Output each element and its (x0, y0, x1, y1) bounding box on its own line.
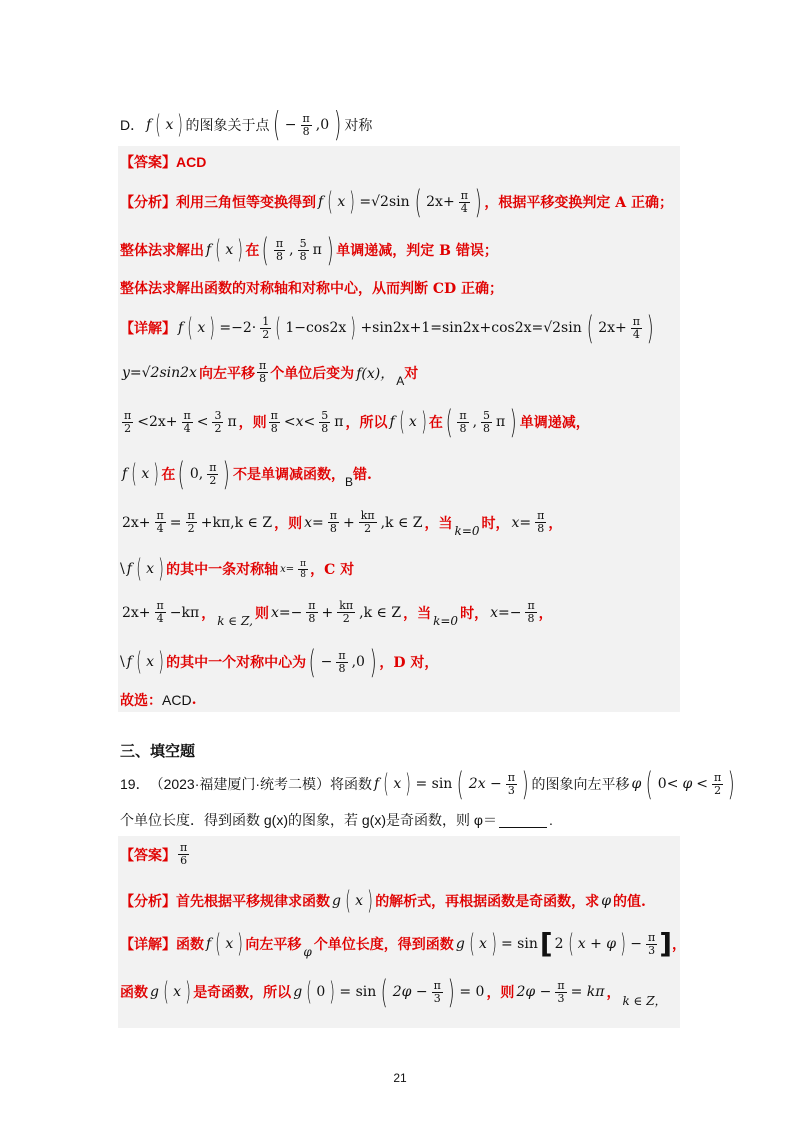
conclusion-18: 故选： ACD . (120, 692, 197, 709)
detail-19-line-2: 函数 g ( x ) 是奇函数，所以 g ( 0 ) = sin ( 2φ − $\frac{\pi}{3}$ ) = 0 ，则 2φ − $\frac{\pi}{3}$ = kπ ， k ∈ Z， (120, 973, 667, 1011)
fraction-pi-8: $\frac{\pi}{8}$ (302, 111, 310, 138)
answer-value: ACD (176, 154, 207, 170)
detail-19-line-1: 【详解】 函数 f ( x ) 向左平移 φ 个单位长度，得到函数 g ( x ) = sin [ 2 ( x + φ ) − $\frac{\pi}{3}$ ] ， (120, 927, 686, 960)
analysis-18-line-3: 整体法求解出函数的对称轴和对称中心，从而判断 CD 正确； (120, 281, 504, 297)
detail-18-line-b: $\frac{\pi}{2}$ <2x+ $\frac{\pi}{4}$ < $\frac{3}{2}$ π ，则 $\frac{\pi}{8}$ <x< $\frac{5}{8}$ π ，所以 f ( x ) 在 ( $\frac{\pi}{8}$ , $\frac{5}{8}$ π ) 单调递减， (124, 403, 590, 441)
detail-18-line-d: 2x+ $\frac{\pi}{4}$ = $\frac{\pi}{2}$ +kπ,k ∈ Z ，则 x= $\frac{\pi}{8}$ + $\frac{k\pi}{2}$ ,k ∈ Z ，当 k=0 时， x= $\frac{\pi}{8}$ ， (122, 509, 563, 538)
answer-blank (499, 813, 547, 828)
analysis-tag: 【分析】 (120, 195, 176, 211)
page-number: 21 (393, 1071, 407, 1085)
question-19-line-1: 19． （2023·福建厦门·统考二模）将函数 f ( x ) = sin ( 2x − $\frac{\pi}{3}$ ) 的图象向左平移 φ ( 0< φ < $\frac{\pi}{2}$ ) (120, 765, 735, 803)
section-title: 三、填空题 (120, 743, 196, 760)
detail-18-line-1: 【详解】 f ( x ) =−2· $\frac{1}{2}$ ( 1−cos2x ) +sin2x+1=sin2x+cos2x=√2sin ( 2x+ $\frac{\pi}{4}$ ) (120, 309, 654, 347)
option-d-text-post: 对称 (344, 117, 373, 133)
detail-18-line-e: \ f ( x ) 的其中一条对称轴 x= $\frac{\pi}{8}$ ，C 对 (120, 554, 355, 584)
answer-18-line (120, 152, 206, 172)
question-19-line-2: 个单位长度．得到函数 g(x)的图象，若 g(x)是奇函数，则 φ＝ . (120, 812, 553, 828)
detail-18-line-g: \ f ( x ) 的其中一个对称中心为 ( − $\frac{\pi}{8}$ ,0 ) ，D 对， (120, 643, 439, 681)
fx-expression: f (146, 117, 152, 133)
option-d-label: D． (120, 117, 145, 133)
answer-tag: 【答案】 (120, 155, 176, 171)
detail-18-line-f: 2x+ $\frac{\pi}{4}$ −kπ ， k ∈ Z, 则 x=− $\frac{\pi}{8}$ + $\frac{k\pi}{2}$ ,k ∈ Z ，当 k=0 时， x=− $\frac{\pi}{8}$ ， (122, 599, 553, 628)
answer-19-line: 【答案】 $\frac{\pi}{6}$ (120, 841, 188, 867)
detail-tag: 【详解】 (120, 321, 176, 337)
question-number: 19． (120, 776, 150, 792)
analysis-19-line: 【分析】 首先根据平移规律求函数 g ( x ) 的解析式，再根据函数是奇函数，求 φ 的值. (120, 886, 646, 916)
detail-18-line-a: y=√2sin2x 向左平移 $\frac{\pi}{8}$ 个单位后变为 f(x)， A 对 (122, 359, 419, 388)
analysis-18-line-1: 【分析】 利用三角恒等变换得到 f ( x ) =√2sin ( 2x+ $\frac{\pi}{4}$ ) ，根据平移变换判定 A 正确； (120, 183, 674, 221)
detail-18-line-c: f ( x ) 在 ( 0, $\frac{\pi}{2}$ ) 不是单调减函数， B 错. (122, 455, 372, 493)
analysis-18-line-2: 整体法求解出 f ( x ) 在 ( $\frac{\pi}{8}$ , $\frac{5}{8}$ π ) 单调递减，判定 B 错误； (120, 231, 498, 269)
option-d-line: D． f ( x ) 的图象关于点 ( − $\frac{\pi}{8}$ ,0 ) 对称 (120, 105, 373, 145)
option-d-text: 的图象关于点 (185, 117, 270, 133)
